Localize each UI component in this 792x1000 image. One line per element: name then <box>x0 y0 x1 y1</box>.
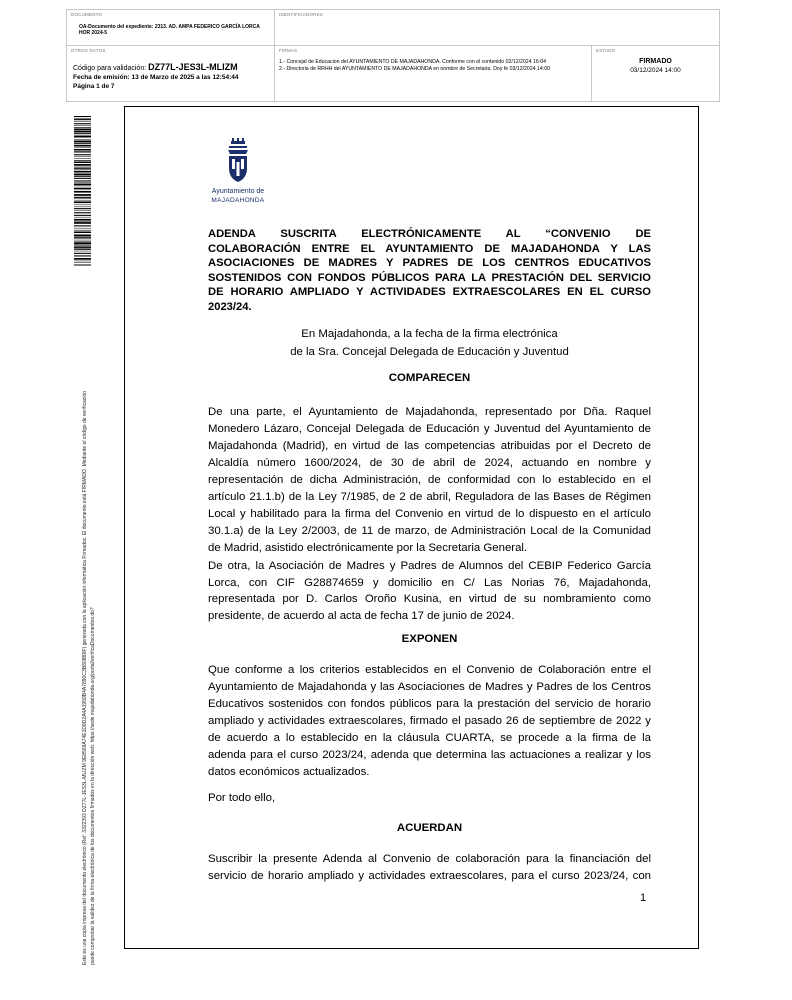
barcode-bar <box>74 232 91 233</box>
identificadores-cell <box>275 10 719 46</box>
barcode-bar <box>74 212 91 213</box>
barcode-bar <box>74 186 91 187</box>
pagina-count: Página 1 de 7 <box>73 83 115 90</box>
barcode-bar <box>74 168 91 169</box>
barcode-bar <box>74 235 91 237</box>
barcode-bar <box>74 169 91 170</box>
document-title <box>208 227 651 315</box>
paragraph-line: Alcaldía número 1600/2024, de 30 de abril de 2024, actuando en nombre y <box>208 457 651 469</box>
barcode-bar <box>74 201 91 203</box>
barcode-bar <box>74 197 91 198</box>
barcode-bar <box>74 133 91 134</box>
barcode-bar <box>74 184 91 186</box>
barcode-bar <box>74 139 91 140</box>
paragraph-line: Ayuntamiento de Majadahonda y las Asociaciones de Madres y Padres de los Centros <box>208 681 651 693</box>
firma-1: 1.- Concejal de Educacion del AYUNTAMIENTO DE MAJADAHONDA. Conforme con el contenido 02/12/2024 16:04 <box>279 59 546 65</box>
barcode-bar <box>74 208 91 209</box>
barcode-bar <box>74 152 91 153</box>
barcode-bar <box>74 145 91 147</box>
barcode-bar <box>74 255 91 256</box>
estado-cell <box>592 46 719 101</box>
paragraph-acuerdan <box>208 851 651 885</box>
heading-exponen: EXPONEN <box>401 633 458 645</box>
codigo-validacion <box>73 62 238 72</box>
fecha-emision: Fecha de emisión: 13 de Marzo de 2025 a las 12:54:44 <box>73 74 239 81</box>
title-line: DE HORARIO AMPLIADO Y ACTIVIDADES EXTRAESCOLARES EN EL CURSO <box>208 286 651 299</box>
barcode-bar <box>74 174 91 176</box>
barcode-bar <box>74 156 91 157</box>
barcode-bar <box>74 215 91 216</box>
barcode-bar <box>74 180 91 181</box>
barcode-bar <box>74 129 91 130</box>
paragraph-line: Monedero Lázaro, Concejal Delegada de Educación y Juventud del Ayuntamiento de <box>208 423 651 435</box>
barcode-bar <box>74 261 91 262</box>
title-line: ADENDA SUSCRITA ELECTRÓNICAMENTE AL “CONVENIO DE <box>208 228 651 240</box>
estado-label: ESTADO <box>596 48 616 53</box>
barcode-bar <box>74 222 91 224</box>
logo-text-line1: Ayuntamiento de <box>211 188 265 195</box>
estado-date: 03/12/2024 14:00 <box>630 67 681 74</box>
barcode-bar <box>74 246 91 247</box>
paragraph-line: De una parte, el Ayuntamiento de Majadahonda, representado por Dña. Raquel <box>208 406 651 418</box>
barcode-bar <box>74 207 91 208</box>
barcode-bar <box>74 143 91 144</box>
barcode-bar <box>74 188 91 190</box>
barcode-bar <box>74 219 91 221</box>
barcode-bar <box>74 205 91 206</box>
documento-text: OA-Documento del expediente: 2313. AD. AMPA FEDERICO GARCÍA LORCA HOR 2024-5 <box>79 24 260 36</box>
barcode-bar <box>74 176 91 177</box>
barcode-bar <box>74 160 91 161</box>
barcode-bar <box>74 118 91 119</box>
barcode-bar <box>74 228 91 229</box>
barcode-bar <box>74 200 91 201</box>
barcode-bar <box>74 125 91 126</box>
barcode-bar <box>74 136 91 138</box>
barcode-bar <box>74 194 91 196</box>
paragraph-line: De otra, la Asociación de Madres y Padres de Alumnos del CEBIP Federico García <box>208 560 651 572</box>
barcode-bar <box>74 238 91 239</box>
paragraph-line: adenda para el curso 2023/24, adenda que determina las actuaciones a realizar y los <box>208 749 651 761</box>
paragraph-line: datos económicos actualizados. <box>208 766 370 778</box>
barcode-bar <box>74 116 91 117</box>
paragraph-line: 30.1.a) de la Ley 2/2003, de 11 de marzo, de Administración Local de la Comunidad <box>208 525 651 537</box>
barcode-bar <box>74 151 91 152</box>
firmas-label: FIRMAS <box>279 48 298 53</box>
paragraph-line: Local y habilitado para la firma del Convenio en virtud de lo dispuesto en el artículo <box>208 508 651 520</box>
title-line: 2023/24. <box>208 300 252 313</box>
title-line: ASOCIACIONES DE MADRES Y PADRES DE LOS CENTROS EDUCATIVOS <box>208 257 651 270</box>
place-date-block <box>208 326 651 361</box>
identificadores-label: IDENTIFICADORES <box>279 12 324 17</box>
barcode-bar <box>74 242 91 244</box>
barcode-bar <box>74 119 91 120</box>
header-table <box>66 9 720 102</box>
barcode-bar <box>74 240 91 241</box>
barcode-bar <box>74 141 91 143</box>
paragraph-por-todo: Por todo ello, <box>208 792 276 804</box>
barcode-bar <box>74 230 91 231</box>
barcode-bar <box>74 262 91 263</box>
barcode-bar <box>74 247 91 248</box>
barcode-bar <box>74 191 91 193</box>
barcode-bar <box>74 198 91 199</box>
codigo-prefix: Código para validación: <box>73 65 147 72</box>
barcode-bar <box>74 135 91 136</box>
paragraph-line: Suscribir la presente Adenda al Convenio de colaboración para la financiación del <box>208 853 651 865</box>
barcode-bar <box>74 265 91 266</box>
otros-datos-cell <box>67 46 275 101</box>
paragraph-line: Lorca, con CIF G28874659 y domicilio en C/ Las Norias 76, Majadahonda, <box>208 576 651 589</box>
barcode-bar <box>74 237 91 238</box>
barcode-bar <box>74 183 91 184</box>
firma-2: 2.- Directoria de RRHH del AYUNTAMIENTO DE MAJADAHONDA en nombre de Secretaria. Doy fe 03/12/2024 14:00 <box>279 66 551 72</box>
paragraph-line: de Madrid, asistido electrónicamente por la Secretaria General. <box>208 542 528 554</box>
firmas-cell <box>275 46 592 101</box>
otros-datos-label: OTROS DATOS <box>71 48 106 53</box>
logo-text-line2: MAJADAHONDA <box>211 197 265 204</box>
barcode-bar <box>74 217 91 218</box>
codigo-value: DZ77L-JES3L-MLIZM <box>148 62 238 72</box>
barcode-bar <box>74 245 91 246</box>
barcode-bar <box>74 158 91 159</box>
barcode-bar <box>74 121 91 122</box>
paragraph-line: ampliado y actividades extraescolares, firmado el pasado 26 de septiembre de 2022 y <box>208 715 651 727</box>
paragraph-line: Majadahonda (Madrid), en virtud de las competencias atribuidas por el Decreto de <box>208 440 651 452</box>
barcode-bar <box>74 258 91 260</box>
barcode-bar <box>74 154 91 155</box>
barcode-bar <box>74 264 91 265</box>
heading-comparecen: COMPARECEN <box>388 372 471 384</box>
paragraph-line: Educativos sostenidos con fondos públicos para la prestación del servicio de horario <box>208 698 651 710</box>
side-legal-text-1: Este es una copia impresa del documento electrónico (Ref: 3322393 DZ77L-JES3L-MLIZM 9E8569A74E1D8D2A4A1959B4A7890C3B808B9F) generada con la aplicación informática Firmadoc. El documento está FIRMADO. Mediante el código de verificación <box>82 391 88 965</box>
documento-cell <box>67 10 275 46</box>
barcode-bar <box>74 210 91 211</box>
barcode-bar <box>74 249 91 250</box>
paragraph-line: Que conforme a los criterios establecidos en el Convenio de Colaboración entre el <box>208 664 651 676</box>
barcode-image <box>74 116 91 266</box>
paragraph-line: presidente, de acuerdo al acta de fecha 17 de junio de 2024. <box>208 609 515 622</box>
barcode-bar <box>74 231 91 232</box>
barcode-bar <box>74 167 91 168</box>
heading-acuerdan: ACUERDAN <box>396 822 463 834</box>
estado-value: FIRMADO <box>639 58 672 65</box>
paragraph-comparecen-1 <box>208 404 651 557</box>
place-line-2: de la Sra. Concejal Delegada de Educación y Juventud <box>290 345 569 358</box>
barcode-bar <box>74 221 91 222</box>
title-line: SOSTENIDOS CON FONDOS PÚBLICOS PARA LA PRESTACIÓN DEL SERVICIO <box>208 271 651 284</box>
paragraph-line: representación de dicha Administración, de conformidad con lo establecido en el <box>208 474 651 486</box>
barcode-bar <box>74 162 91 163</box>
page-number: 1 <box>640 892 647 904</box>
barcode-bar <box>74 123 91 124</box>
paragraph-line: representada por D. Carlos Oroño Kusina, en virtud de su nombramiento como <box>208 593 651 605</box>
barcode-bar <box>74 164 91 166</box>
barcode-bar <box>74 253 91 254</box>
side-legal-text-2: puede comprobar la validez de la firma electrónica de los documentos firmados en la dirección web: https://sede.majadahonda.org/portal/verificaDocumentos.do? <box>90 607 96 965</box>
paragraph-comparecen-2 <box>208 558 651 624</box>
barcode-bar <box>74 171 91 173</box>
title-line: COLABORACIÓN ENTRE EL AYUNTAMIENTO DE MAJADAHONDA Y LAS <box>208 242 651 255</box>
paragraph-exponen <box>208 662 651 781</box>
documento-label: DOCUMENTO <box>71 12 103 17</box>
barcode-bar <box>74 225 91 226</box>
barcode-bar <box>74 149 91 150</box>
barcode-bar <box>74 131 91 133</box>
paragraph-line: de acuerdo a lo establecido en la cláusula CUARTA, se procede a la firma de la <box>208 732 651 744</box>
barcode-bar <box>74 147 91 148</box>
place-line-1: En Majadahonda, a la fecha de la firma electrónica <box>301 328 558 340</box>
barcode-bar <box>74 178 91 179</box>
barcode-bar <box>74 251 91 252</box>
barcode-bar <box>74 241 91 242</box>
paragraph-line: servicio de horario ampliado y actividades extraescolares, para el curso 2023/24, con <box>208 870 651 882</box>
paragraph-line: artículo 21.1.b) de la Ley 7/1985, de 2 de abril, Reguladora de las Bases de Régimen <box>208 491 651 503</box>
barcode-bar <box>74 127 91 128</box>
